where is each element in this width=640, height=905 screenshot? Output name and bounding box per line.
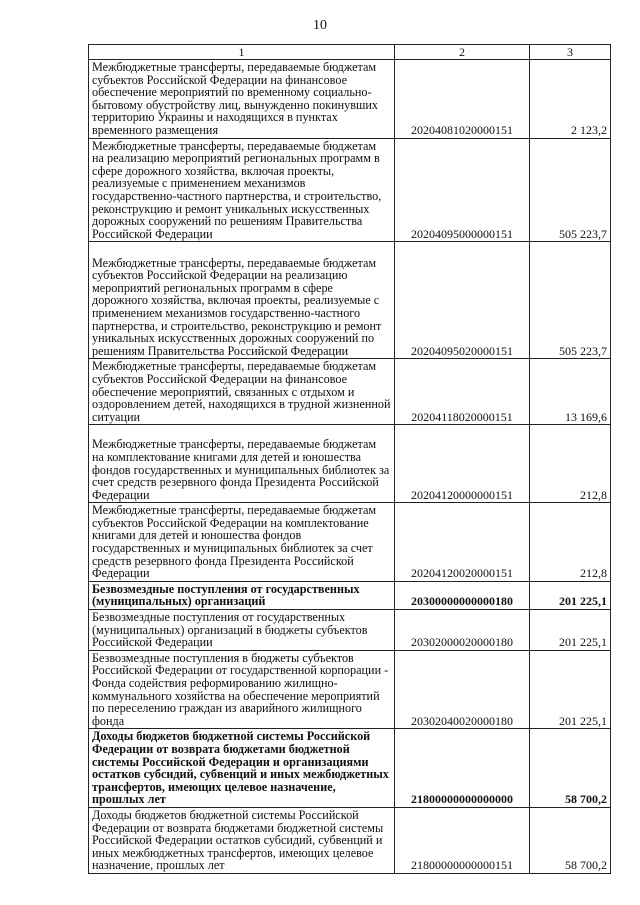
row-name-cell: Межбюджетные трансферты, передаваемые бюджетам субъектов Российской Федерации на финансовое обеспечение мероприятий, связанных с отдыхом и оздоровлением детей, находящихся в трудной жизненной ситуации — [89, 359, 395, 425]
row-amount-cell: 212,8 — [530, 503, 611, 582]
column-header-2: 2 — [395, 45, 530, 60]
row-amount-cell: 505 223,7 — [530, 138, 611, 242]
row-amount-cell: 2 123,2 — [530, 60, 611, 139]
table-row — [89, 60, 611, 139]
row-code-cell: 20204095000000151 — [395, 138, 530, 242]
row-code-cell: 20204118020000151 — [395, 359, 530, 425]
row-code-cell: 20302040020000180 — [395, 650, 530, 729]
row-name-cell: Межбюджетные трансферты, передаваемые бюджетам на комплектование книгами для детей и юношества фондов государственных и муниципальных библиотек за счет средств резервного фонда Президента Российской Федерации — [89, 425, 395, 503]
revenue-table — [88, 44, 611, 874]
row-name-cell: Безвозмездные поступления от государственных (муниципальных) организаций — [89, 581, 395, 609]
row-code-cell: 21800000000000000 — [395, 729, 530, 808]
row-amount-cell: 505 223,7 — [530, 242, 611, 359]
row-code-cell: 20204095020000151 — [395, 242, 530, 359]
column-header-3: 3 — [530, 45, 611, 60]
table-row — [89, 242, 611, 359]
table-row — [89, 581, 611, 609]
row-name-cell: Безвозмездные поступления в бюджеты субъектов Российской Федерации от государственной корпорации - Фонда содействия реформированию жилищно-коммунального хозяйства на обеспечение мероприятий по переселению граждан из аварийного жилищного фонда — [89, 650, 395, 729]
row-code-cell: 20302000020000180 — [395, 610, 530, 651]
table-row — [89, 610, 611, 651]
row-code-cell: 20204120020000151 — [395, 503, 530, 582]
row-amount-cell: 201 225,1 — [530, 610, 611, 651]
table-header-row — [89, 45, 611, 60]
table-row — [89, 729, 611, 808]
table-row — [89, 359, 611, 425]
row-code-cell: 20204120000000151 — [395, 425, 530, 503]
row-name-cell: Доходы бюджетов бюджетной системы Российской Федерации от возврата бюджетами бюджетной системы Российской Федерации остатков субсидий, субвенций и иных межбюджетных трансфертов, имеющих целевое назначение, прошлых лет — [89, 807, 395, 873]
page-number: 10 — [313, 18, 327, 33]
row-name-cell: Безвозмездные поступления от государственных (муниципальных) организаций в бюджеты субъектов Российской Федерации — [89, 610, 395, 651]
row-name-cell: Межбюджетные трансферты, передаваемые бюджетам субъектов Российской Федерации на финансовое обеспечение мероприятий по временному социально-бытовому обустройству лиц, вынужденно покинувших территорию Украины и находящихся в пунктах временного размещения — [89, 60, 395, 139]
row-amount-cell: 201 225,1 — [530, 581, 611, 609]
row-amount-cell: 58 700,2 — [530, 729, 611, 808]
row-name-cell: Межбюджетные трансферты, передаваемые бюджетам субъектов Российской Федерации на реализацию мероприятий региональных программ в сфере дорожного хозяйства, включая проекты, реализуемые с применением механизмов государственно-частного партнерства, и строительство, реконструкцию и ремонт уникальных искусственных дорожных сооружений по решениям Правительства Российской Федерации — [89, 242, 395, 359]
row-code-cell: 20204081020000151 — [395, 60, 530, 139]
column-header-1: 1 — [89, 45, 395, 60]
row-amount-cell: 13 169,6 — [530, 359, 611, 425]
table-row — [89, 425, 611, 503]
row-name-cell: Доходы бюджетов бюджетной системы Российской Федерации от возврата бюджетами бюджетной системы Российской Федерации и организациями остатков субсидий, субвенций и иных межбюджетных трансфертов, имеющих целевое назначение, прошлых лет — [89, 729, 395, 808]
table-row — [89, 138, 611, 242]
table-row — [89, 650, 611, 729]
row-amount-cell: 212,8 — [530, 425, 611, 503]
table-row — [89, 503, 611, 582]
row-name-cell: Межбюджетные трансферты, передаваемые бюджетам на реализацию мероприятий региональных программ в сфере дорожного хозяйства, включая проекты, реализуемые с применением механизмов государственно-частного партнерства, и строительство, реконструкцию и ремонт уникальных искусственных дорожных сооружений по решениям Правительства Российской Федерации — [89, 138, 395, 242]
table-row — [89, 807, 611, 873]
row-code-cell: 20300000000000180 — [395, 581, 530, 609]
row-code-cell: 21800000000000151 — [395, 807, 530, 873]
row-amount-cell: 58 700,2 — [530, 807, 611, 873]
row-name-cell: Межбюджетные трансферты, передаваемые бюджетам субъектов Российской Федерации на комплектование книгами для детей и юношества фондов государственных и муниципальных библиотек за счет средств резервного фонда Президента Российской Федерации — [89, 503, 395, 582]
row-amount-cell: 201 225,1 — [530, 650, 611, 729]
